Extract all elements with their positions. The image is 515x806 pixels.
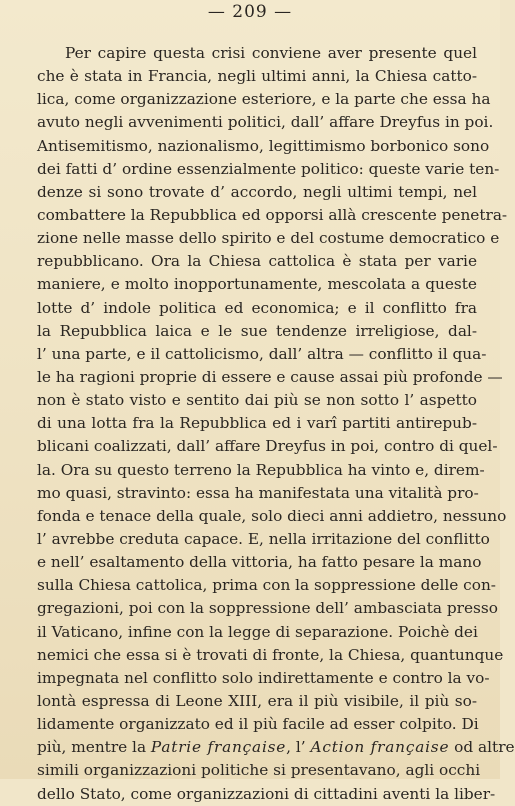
text-line: non è stato visto e sentito dai più se non sotto l’ aspetto [37, 391, 477, 410]
italic-title-action-francaise: Action française [310, 738, 450, 757]
text-line: lotte d’ indole politica ed economica; e il conflitto fra [37, 298, 477, 317]
text-line: e nell’ esaltamento della vittoria, ha fatto pesare la mano [37, 553, 482, 572]
text-line: gregazioni, poi con la soppressione dell’ ambasciata presso [37, 599, 498, 618]
text-line: l’ avrebbe creduta capace. E, nella irritazione del conflitto [37, 529, 490, 548]
text-line: simili organizzazioni politiche si presentavano, agli occhi [37, 761, 481, 780]
text-line: impegnata nel conflitto solo indirettamente e contro la vo- [37, 668, 490, 687]
text-line: lidamente organizzato ed il più facile ad esser colpito. Di [37, 715, 479, 734]
text-line: nemici che essa si è trovati di fronte, la Chiesa, quantunque [37, 645, 504, 664]
text-line: che è stata in Francia, negli ultimi anni, la Chiesa catto- [37, 67, 477, 86]
text-line: maniere, e molto inopportunamente, mescolata a queste [37, 275, 477, 294]
text-line: denze si sono trovate d’ accordo, negli ultimi tempi, nel [37, 182, 477, 201]
text-segment: od altre [449, 738, 515, 757]
text-line: di una lotta fra la Repubblica ed i varî partiti antirepub- [37, 414, 477, 433]
text-line: Per capire questa crisi conviene aver presente quel [65, 44, 477, 62]
text-line: dei fatti d’ ordine essenzialmente politico: queste varie ten- [37, 159, 500, 178]
text-line: le ha ragioni proprie di essere e cause assai più profonde — [37, 367, 503, 386]
text-segment: più, mentre la [37, 738, 151, 757]
text-line: dello Stato, come organizzazioni di cittadini aventi la liber- [37, 784, 496, 803]
text-line: blicani coalizzati, dall’ affare Dreyfus in poi, contro di quel- [37, 437, 498, 456]
text-line: il Vaticano, infine con la legge di separazione. Poichè dei [37, 622, 478, 641]
body-paragraph [37, 42, 515, 806]
text-line: lica, come organizzazione esteriore, e la parte che essa ha [37, 90, 491, 109]
text-line: Antisemitismo, nazionalismo, legittimismo borbonico sono [37, 136, 490, 155]
text-line: combattere la Repubblica ed opporsi allà crescente penetra- [37, 205, 508, 224]
text-line: repubblicano. Ora la Chiesa cattolica è stata per varie [37, 252, 477, 271]
text-line: fonda e tenace della quale, solo dieci anni addietro, nessuno [37, 506, 507, 525]
text-line: la Repubblica laica e le sue tendenze irreligiose, dal- [37, 321, 477, 340]
text-line: lontà espressa di Leone XIII, era il più visibile, il più so- [37, 691, 477, 710]
text-line: la. Ora su questo terreno la Repubblica ha vinto e, direm- [37, 460, 485, 479]
italic-title-patrie-francaise: Patrie française [150, 738, 287, 757]
text-line: mo quasi, stravinto: essa ha manifestata una vitalità pro- [37, 483, 479, 502]
text-line: avuto negli avvenimenti politici, dall’ affare Dreyfus in poi. [37, 113, 494, 132]
text-line: sulla Chiesa cattolica, prima con la soppressione delle con- [37, 576, 496, 595]
text-line: zione nelle masse dello spirito e del costume democratico e [37, 229, 500, 248]
text-line-with-italics [37, 736, 515, 759]
text-line: l’ una parte, e il cattolicismo, dall’ altra — conflitto il qua- [37, 344, 487, 363]
page-number: — 209 — [207, 2, 293, 22]
text-segment: , l’ [286, 738, 311, 757]
